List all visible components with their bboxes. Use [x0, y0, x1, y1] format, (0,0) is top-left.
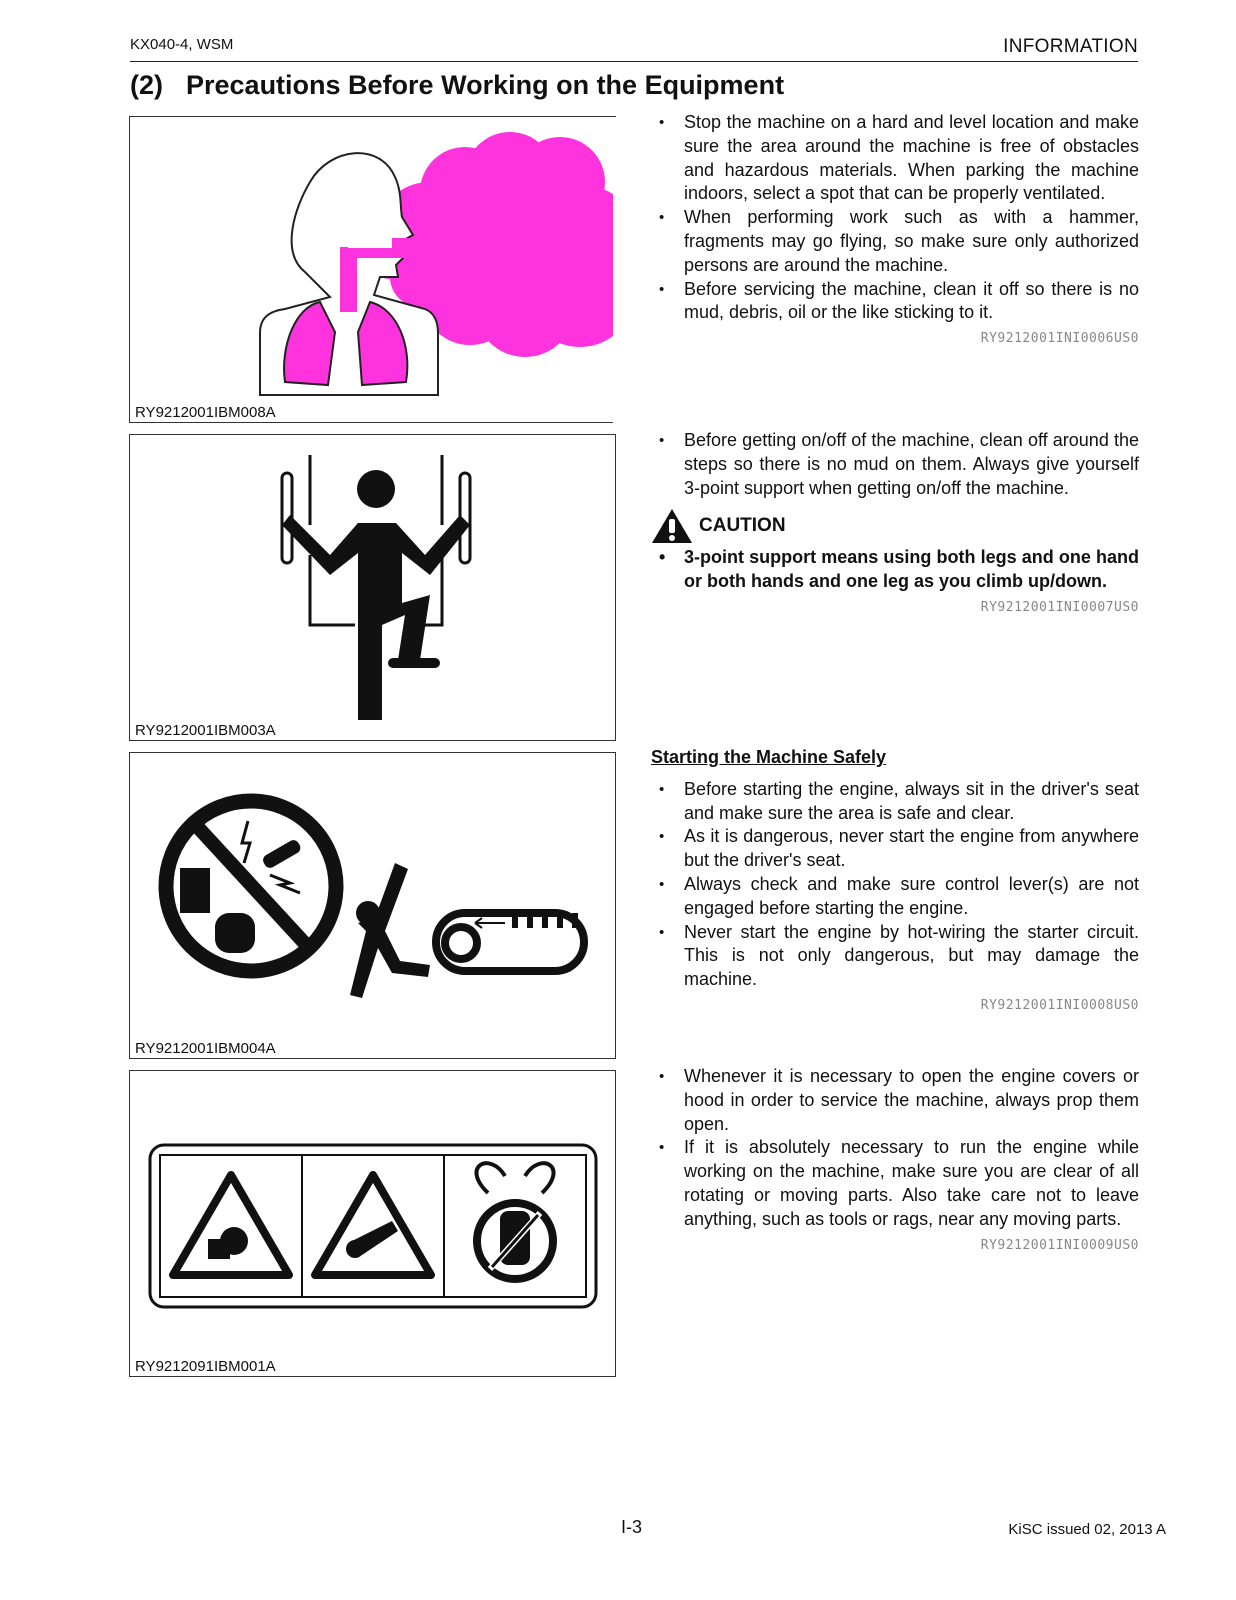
warning-triangle-icon	[651, 508, 693, 544]
figure-caption: RY9212001IBM003A	[135, 722, 276, 739]
no-hotwire-start-icon	[130, 753, 617, 1060]
figure-caption: RY9212091IBM001A	[135, 1358, 276, 1375]
bullet-list	[651, 778, 1139, 992]
subsection-heading: Starting the Machine Safely	[651, 747, 887, 767]
figure-caption: RY9212001IBM004A	[135, 1040, 276, 1057]
bullet-list	[651, 429, 1139, 500]
text-block-engine-covers	[651, 1065, 1139, 1257]
chapter-label: INFORMATION	[1003, 36, 1138, 57]
page-number: I-3	[621, 1517, 643, 1537]
text-block-starting-safely	[651, 746, 1139, 1018]
figure-caption: RY9212001IBM008A	[135, 404, 276, 421]
doc-id: KX040-4, WSM	[130, 36, 234, 53]
list-item: • When performing work such as with a hammer, fragments may go flying, so make sure only authorized persons are around the machine.	[651, 206, 1139, 277]
figure-rotating-parts	[129, 1070, 616, 1377]
rotating-parts-warning-icon	[130, 1071, 617, 1378]
figure-no-hotwire	[129, 752, 616, 1059]
figure-three-point-support	[129, 434, 616, 741]
issue-label: KiSC issued 02, 2013 A	[1008, 1521, 1166, 1538]
list-item: • 3-point support means using both legs and one hand or both hands and one leg as you climb up/down.	[651, 546, 1139, 594]
reference-code: RY9212001INI0006US0	[980, 331, 1139, 347]
list-item: • Before starting the engine, always sit in the driver's seat and make sure the area is safe and clear.	[651, 778, 1139, 826]
section-number: (2)	[130, 70, 163, 100]
list-item: • Never start the engine by hot-wiring the starter circuit. This is not only dangerous, but may damage the machine.	[651, 921, 1139, 992]
reference-code: RY9212001INI0007US0	[980, 599, 1139, 615]
reference-code: RY9212001INI0008US0	[980, 997, 1139, 1013]
list-item: • If it is absolutely necessary to run the engine while working on the machine, make sure you are clear of all rotating or moving parts. Also take care not to leave anything, such as tools or rags, near any moving parts.	[651, 1136, 1139, 1231]
text-block-getting-on-off	[651, 429, 1139, 620]
breathing-hazard-icon	[130, 117, 617, 424]
list-item: • Before servicing the machine, clean it off so there is no mud, debris, oil or the like sticking to it.	[651, 278, 1139, 326]
reference-code: RY9212001INI0009US0	[980, 1237, 1139, 1253]
caution-list	[651, 546, 1139, 594]
bullet-list	[651, 1065, 1139, 1232]
text-block-parking	[651, 111, 1139, 351]
bullet-list	[651, 111, 1139, 325]
caution-heading	[651, 508, 1139, 544]
section-title: Precautions Before Working on the Equipment	[186, 70, 785, 100]
page-title	[130, 70, 784, 101]
header-rule	[130, 61, 1138, 62]
list-item: • Stop the machine on a hard and level location and make sure the area around the machine is free of obstacles and hazardous materials. When parking the machine indoors, select a spot that can be properly ventilated.	[651, 111, 1139, 206]
three-point-support-icon	[130, 435, 617, 742]
list-item: • Before getting on/off of the machine, clean off around the steps so there is no mud on them. Always give yourself 3-point support when getting on/off the machine.	[651, 429, 1139, 500]
list-item: • Always check and make sure control lever(s) are not engaged before starting the engine.	[651, 873, 1139, 921]
list-item: • As it is dangerous, never start the engine from anywhere but the driver's seat.	[651, 825, 1139, 873]
figure-ventilation	[129, 116, 616, 423]
caution-label: CAUTION	[699, 515, 786, 537]
list-item: • Whenever it is necessary to open the engine covers or hood in order to service the machine, always prop them open.	[651, 1065, 1139, 1136]
